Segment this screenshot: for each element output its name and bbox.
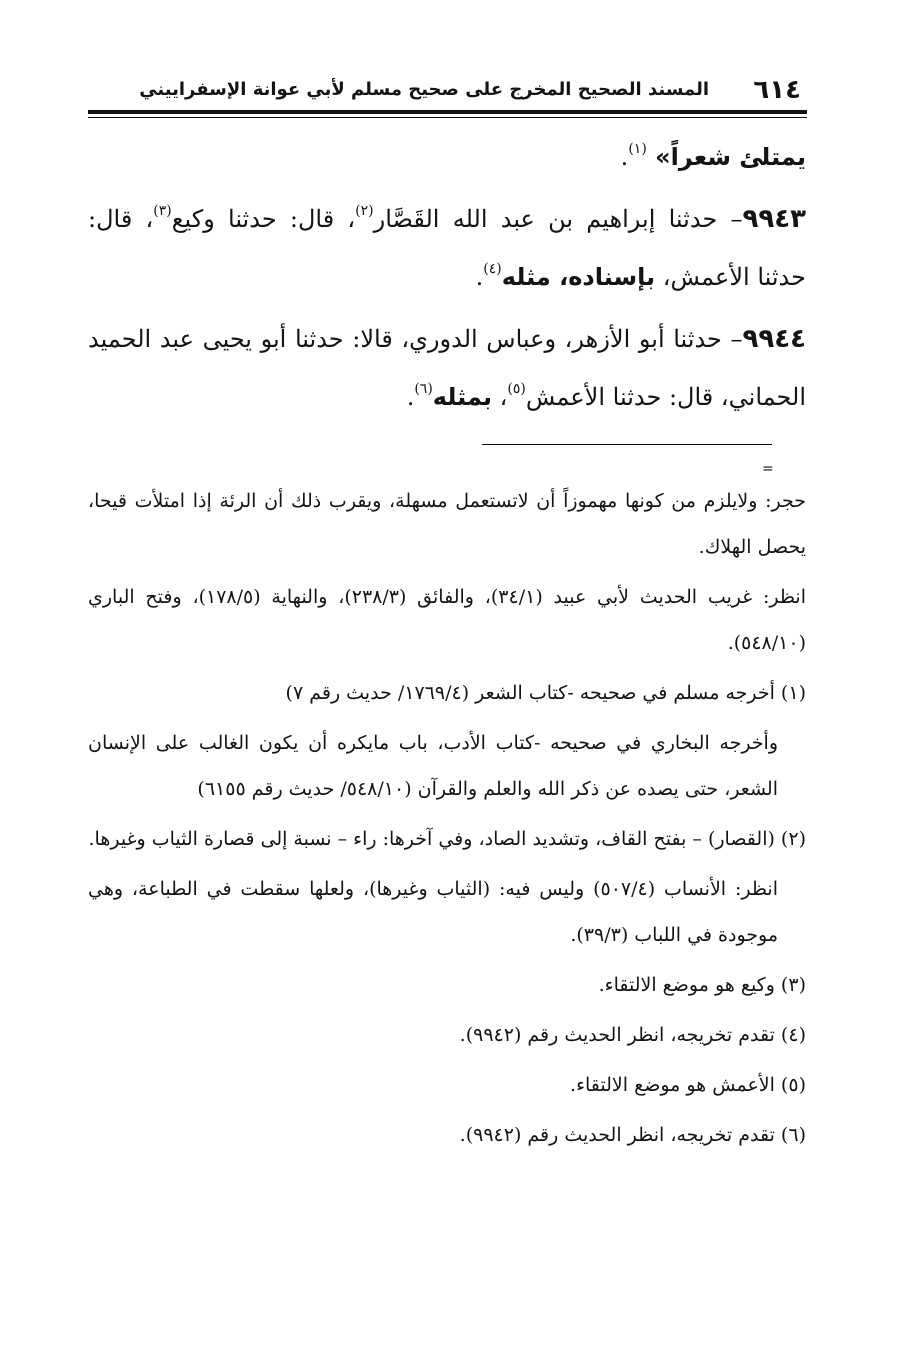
footnote-6: (٦) تقدم تخريجه، انظر الحديث رقم (٩٩٤٢). [459, 1124, 806, 1146]
footnotes [88, 478, 806, 1162]
hadith-9944: ٩٩٤٤– حدثنا أبو الأزهر، وعباس الدوري، قالا: حدثنا أبو يحيى عبد الحميد الحماني، قال: حدثنا الأعمش$^{(٥)}$، بمثله$^{(٦)}$. [88, 324, 806, 411]
header-rule-thick [88, 110, 807, 114]
page-header [88, 74, 805, 106]
page-number: ٦١٤ [753, 75, 801, 105]
hadith-number: ٩٩٤٣ [742, 204, 806, 234]
continuation-mark: = [762, 461, 774, 477]
main-text [88, 128, 806, 430]
footnote-2-detail: انظر: الأنساب (٥٠٧/٤) وليس فيه: (الثياب وغيرها)، ولعلها سقطت في الطباعة، وهي موجودة في اللباب (٣٩/٣). [88, 878, 778, 946]
header-rule-thin [88, 117, 807, 118]
footnote-ref: (٥) [507, 381, 526, 397]
footnote-4: (٤) تقدم تخريجه، انظر الحديث رقم (٩٩٤٢). [459, 1024, 806, 1046]
footnote-continuation: حجر: ولايلزم من كونها مهموزاً أن لاتستعمل مسهلة، ويقرب ذلك أن الرئة إذا امتلأت قيحا، يحصل الهلاك. [88, 490, 806, 558]
footnote-ref: (٤) [483, 261, 502, 277]
footnote-ref: (٢) [355, 203, 374, 219]
hadith-number: ٩٩٤٤ [742, 324, 806, 354]
footnote-separator [482, 444, 772, 445]
footnote-ref: (٣) [153, 203, 172, 219]
footnote-3: (٣) وكيع هو موضع الالتقاء. [598, 974, 806, 996]
footnote-continuation: انظر: غريب الحديث لأبي عبيد (٣٤/١)، والفائق (٢٣٨/٣)، والنهاية (١٧٨/٥)، وفتح الباري (٥٤٨/١٠). [88, 586, 806, 654]
footnote-ref: (١) [628, 141, 647, 157]
hadith-9943: ٩٩٤٣– حدثنا إبراهيم بن عبد الله القَصَّار$^{(٢)}$، قال: حدثنا وكيع$^{(٣)}$، قال: حدثنا الأعمش، بإسناده، مثله$^{(٤)}$. [88, 203, 806, 291]
footnote-5: (٥) الأعمش هو موضع الالتقاء. [570, 1074, 806, 1096]
paragraph-continuation: يمتلئ شعراً» $^{(١)}$. [620, 141, 806, 171]
footnote-1-detail: وأخرجه البخاري في صحيحه -كتاب الأدب، باب مايكره أن يكون الغالب على الإنسان الشعر، حتى يصده عن ذكر الله والعلم والقرآن (٥٤٨/١٠/ حديث رقم ٦١٥٥) [88, 732, 778, 800]
footnote-ref: (٦) [414, 381, 433, 397]
footnote-2: (٢) (القصار) – بفتح القاف، وتشديد الصاد، وفي آخرها: راء – نسبة إلى قصارة الثياب وغيرها. [88, 828, 806, 850]
running-title: المسند الصحيح المخرج على صحيح مسلم لأبي عوانة الإسفراييني [139, 79, 709, 100]
footnote-1: (١) أخرجه مسلم في صحيحه -كتاب الشعر (١٧٦٩/٤/ حديث رقم ٧) [285, 682, 806, 704]
